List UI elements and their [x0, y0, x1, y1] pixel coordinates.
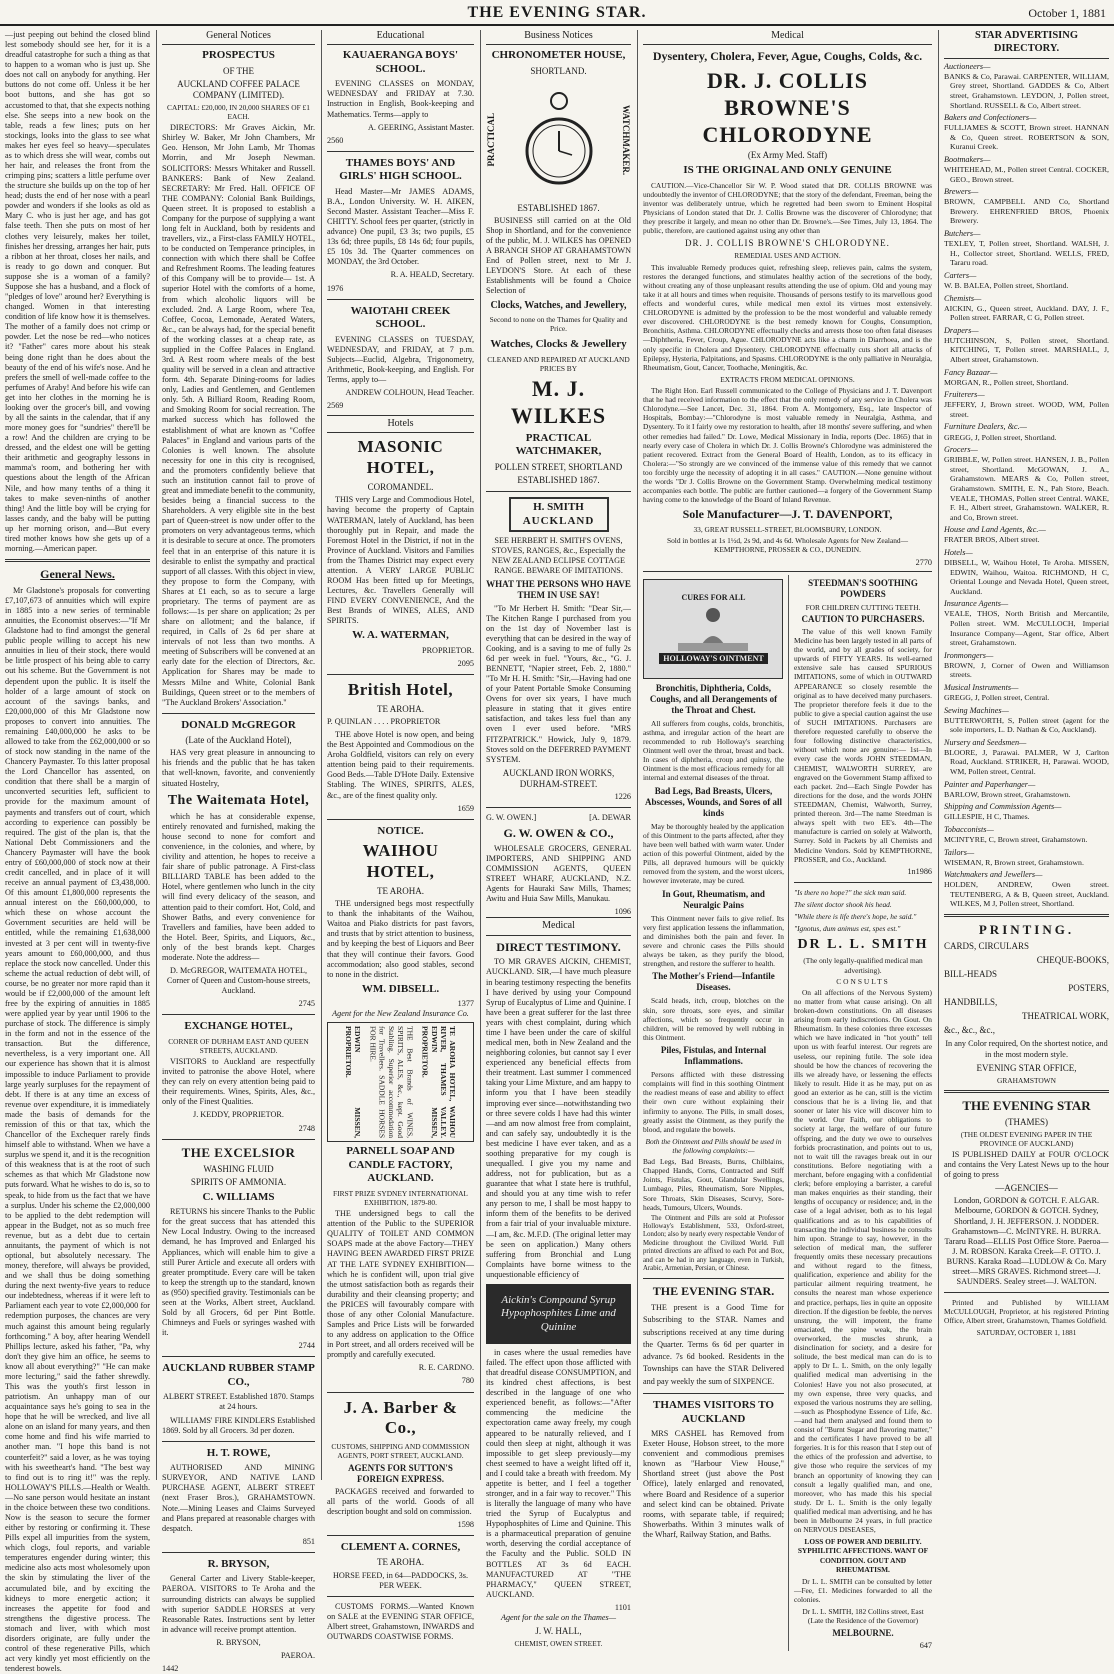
divider — [327, 151, 474, 152]
divider — [486, 491, 631, 492]
parnell-body: THE undersigned begs to call the attention of the Public to the SUPERIOR QUALITY of TOILET AND COMMON SOAPS made at the above Factory—THEY HAVING BEEN AWARDED FIRST PRIZE AT THE LATE SYDNEY EXHIBITION—which he is confident will, upon trial give the utmost satisfaction both as regards their durability and their cleansing property; and the PRICES will favourably compare with those of any other Colonial Manufacture. Samples and Price Lists will be forwarded to any address on application to the Office in Port street, and all orders received will be promptly and carefully executed. — [327, 1209, 474, 1360]
direct-testimony-body: TO MR GRAVES AICKIN, CHEMIST, AUCKLAND. SIR,—I have much pleasure in bearing testimony respecting the benefits I have derived by using your Compound Syrup of Eucalyptus of Lime and Quinine. I have been a great sufferer for the last three years with chest complaint, during which time I have been under the care of skilful medical men, both in New Zealand and the neighboring colonies, but cannot say I ever experienced any beneficial effects from their treatment. Last summer I commenced taking your Lime Mixture, and am happy to inform you that I have been steadily improving ever since—notwithstanding two or three severe colds I have had this winter—and am now almost free from complaint, and can safely say, undoubtedly it is the best medicine I have ever taken, and as a soothing preparative for my cough is unequalled. I give you my name and address, not for publication, but as a guarantee that what I state here is truthful, and should you at any time wish to refer any person to me, I shall be most happy to inform them of the benefits to be derived from a fair trial of your invaluable mixture.—I am, &c. M.F.D. (The original letter may be seen on application.) Many others suffering from Bronchial and Lung Complaints have borne witness to the unquestionable efficiency of — [486, 957, 631, 1279]
directory-category: Furniture Dealers, &c.— — [944, 422, 1027, 432]
wilkes-repair-sub: CLEANED AND REPAIRED AT AUCKLAND PRICES BY — [487, 354, 630, 373]
section-header: Medical — [643, 30, 932, 45]
divider — [5, 559, 150, 562]
ad-number: 2744 — [298, 1341, 315, 1351]
stamp-body: ALBERT STREET. Established 1870. Stamps at 24 hours. — [162, 1392, 315, 1412]
kauaeranga-body: EVENING CLASSES on MONDAY, WEDNESDAY and FRIDAY at 7.30. Instruction in English, Book-keeping and Mathematics. Terms—apply to — [327, 79, 474, 119]
wilkes-established: ESTABLISHED 1867. — [517, 475, 600, 485]
directory-category: Brewers— — [944, 187, 979, 197]
medical-subcolumns — [643, 575, 932, 1652]
directory-header: STAR ADVERTISING DIRECTORY. — [944, 30, 1109, 59]
iron-works: AUCKLAND IRON WORKS, DURHAM-STREET. — [502, 767, 615, 789]
divider — [327, 819, 474, 820]
british-body: THE above Hotel is now open, and being the Best Appointed and Commodious on the Aroha Goldfield, visitors can rely on every attention being paid to their requirements. Good Beds.—Table D'Hote Daily. Extensive Stabling. The WINES, SPIRITS, ALES, &c., are of the finest quality only. — [327, 730, 474, 800]
prospectus-title: PROSPECTUS — [202, 49, 275, 62]
h-smith-logo — [509, 497, 609, 532]
ad-number: 2569 — [327, 401, 344, 411]
story-text: —just peeping out behind the closed blind lest somebody should see her, for it is a dreadful catastrophe for such a thing as that to happen to a woman who is just up. She does not call on anybody for anything. Her buttons do not come off. Unless it be her boot buttons, and she has got so accustomed to that, that she expects nothing else. She seeps into a new book on the table, reads a few lines; puts on her stockings, looks into the glass to see what makes her eyes feel so heavy—speculates as to which dress she will wear, combs out her hair, and releases the front from the crimping pins; scatters a little perfume over the structure she builds up on the top of her head; dusts the end of her nose with a pearl powder and wonders if she looks as old as Mary C. who is just her age, and has got false teeth. Then she puts on most of her clothes very leisurely, makes her toilet, finishes her dressing, arranges her hair, puts a ribbon at her throat, closes her nails, and is ready to go down and conquer. But suppose she is a woman of a family? Suppose she has a husband, and a flock of "pledges of love" around her? Everything is changed. Women in that interesting condition of life know how it is themselves. The mother of a family does not crimp or powder. Let the nose be red—who notices it? "Father" cares more about his steak being done right than he does about the beauty of the end of his wife's nose. And he prefers the smell of well-made coffee to the perfumes of Araby! And before his wife can get into her clothes in the morning he is looking over the grocer's bill, and vowing by all the saints in the calendar, that if any more money goes for "sundries" there'll be a row! And the children are crying to be dressed, and the eldest one will be getting their arithmetic and geography lessons in mamma's room, and bothering her with questions about the length of the African Nile, and how many tenths of a thing it takes to make seven-ninths of another thing! And the little boy will be crying for lasses candy, and the baby will be putting up her morning orison, and—But every tired mother knows how she gets up of a morning.—American paper. — [5, 30, 150, 553]
section-header: Hotels — [327, 415, 474, 433]
directory-entries: BUTTERWORTH, S, Pollen street (agent for the sole importers, L. D. Nathan & Co, Auckland). — [944, 715, 1109, 735]
divider — [162, 1014, 315, 1015]
ad-number: 851 — [302, 1536, 315, 1546]
directory-category: Grocers— — [944, 445, 978, 455]
star-published: IS PUBLISHED DAILY at FOUR O'CLOCK and contains the Very Latest News up to the hour of going to press — [944, 1150, 1109, 1180]
divider — [162, 1441, 315, 1442]
directory-category: Tobacconists— — [944, 824, 994, 834]
hall-name: J. W. HALL, — [535, 1626, 582, 1637]
waihou-title: WAIHOU HOTEL, — [362, 841, 439, 882]
kauaeranga-title: KAUAERANGA BOYS' SCHOOL. — [342, 49, 459, 75]
directory-category: Ironmongers— — [944, 650, 994, 660]
prospectus-body: DIRECTORS: Mr Graves Aickin, Mr. Shirley W. Baker, Mr John Chambers, Mr Geo. Henson, Mr John Lamb, Mr Thomas Morrin, and Mr Joseph Newman. SOLICITORS: Messrs Whitaker and Russell. BANKERS: Bank of New Zealand. SECRETARY: Mr Fred. Hall. OFFICE OF THE COMPANY: Colonial Bank Buildings, Queen street. It is proposed to establish a Company for the purpose of supplying a want long felt in Auckland, both by residents and travellers, viz., a First-class FAMILY HOTEL, to be conducted on Temperance principles, in connection with which there shall be Coffee and Refreshment Rooms. The leading features of this Company will be to provide— 1st. A superior Hotel with the comforts of a home, from which alcoholic liquors will be excluded. 2nd. A Large Room, where Tea, Coffee, Cocoa, Lemonade, Aerated Waters, &c., can be always had, for the special benefit of the working classes at a cheap rate, as supplied in the Coffee Palaces in England. 3rd. A Rest room where meals of the best quality will be served in a clean and attractive form. 4th. Separate Dining-rooms for ladies only, Ladies and Gentlemen, and Gentlemen only. 5th. A Billiard Room, Reading Room, and Smoking Room for social recreation. The marked success which has followed the establishment of what are known as "Coffee Palaces" in England and various parts of the Colonies is well known. The absolute necessity for one in this city is recognised, and the promoters confidently believe that such an institution cannot fail to prove of great and immediate benefit to the community, besides being a financial success to the Shareholders. A very eligible site in the best part of Queen-street is now under offer to the promoters on very advantageous terms, which it is desirable to secure at once. The promoters feel that in an enterprise of this nature it is desirable to enlist the sympathy and practical support of all classes. With this object in view, they propose to form the Company, with Shares at £1 each, so as to secure a large proprietary. The terms of payment are as follows:—1s per share on application; 2s per share on allotment; and the balance, if required, in Calls of 2s 6d per share at intervals of not less than two months. A meeting of Subscribers will be convened at an early date for the election of Directors, &c. Application for Shares may be made to Messrs Milne and White, Colonial Bank Buildings, Queen street or to the members of "The Auckland Brokers' Association." — [162, 123, 315, 707]
divider — [794, 882, 932, 883]
direct-testimony-title: DIRECT TESTIMONY. — [496, 939, 621, 954]
holloway-text: Persons afflicted with these distressing complaints will find in this soothing Ointment the readiest means of ease and ability to effect their own cure without explaining their infirmity to anyone. The Pills, in small doses, greatly assist the Ointment, as they purify the blood, and regulate the bowels. — [643, 1070, 784, 1134]
h-smith-logo-city: AUCKLAND — [522, 514, 595, 527]
directory-list — [944, 62, 1109, 909]
directory-entries: MORGAN, R., Pollen street, Shortland. — [944, 377, 1069, 387]
printing-item: &c., &c., &c., — [944, 1025, 995, 1036]
column-general-notices — [157, 30, 320, 1673]
waitemata-signature: D. McGREGOR, WAITEMATA HOTEL, Corner of Queen and Custom-house streets, Auckland. — [166, 966, 311, 996]
chlorodyne-original: IS THE ORIGINAL AND ONLY GENUINE — [683, 164, 892, 177]
owen-partner-right: [A. DEWAR — [589, 812, 631, 822]
directory-category: Watchmakers and Jewellers— — [944, 870, 1043, 880]
williams-name: C. WILLIAMS — [202, 1190, 275, 1203]
divider — [327, 674, 474, 675]
holloway-heading: The Mother's Friend—Infantile Diseases. — [652, 971, 775, 993]
waihou-body: THE undersigned begs most respectfully to thank the inhabitants of the Waihou, Waitoa and Piako districts for past favors, and trusts that by strict attention to business, and by keeping the best of Liquors and Beer that they will continue their favors. Good accommodation; also good stables, second to none in the district. — [327, 899, 474, 979]
barber-sub: CUSTOMS, SHIPPING AND COMMISSION AGENTS, PORT STREET, AUCKLAND. — [331, 1442, 470, 1461]
chlorodyne-extracts-body: The Right Hon. Earl Russell communicated to the College of Physicians and J. T. Davenport that he had received information to the effect that the only remedy of any service in Cholera was Chlorodyne.—See Lancet, Dec. 31, 1864. From A. Montgomery, Esq., late Inspector of Hospitals, Bombay:—"Chlorodyne is most valuable remedy in Neuralgia, Asthma, and Dysentery. To it I fairly owe my restoration to health, after 18 months' severe suffering, and when other remedies had failed." Dr. Lowe, Medical Missionary in India, reports (Dec. 1865) that in nearly every case of Cholera in which Dr. J. Collis Browne's Chlorodyne was administered the patient recovered. Extract from the General Board of Health, London, as to its efficacy in Cholera:—"So strongly are we convinced of the immense value of this remedy that we cannot too forcibly urge the necessity of adopting it in all cases." CAUTION.—None genuine without the words "Dr J. Collis Browne on the Government Stamp. Overwhelming medical testimony accompanies each bottle. The public are further cautioned—a forgery of the Government Stamp having come to the knowledge of the Board of Inland Revenue. — [643, 386, 932, 505]
rowe-name: H. T. ROWE, — [206, 1446, 271, 1459]
masonic-body: THIS very Large and Commodious Hotel, having become the property of Captain WATERMAN, lately of Auckland, has been thoroughly put in Repair, and made the Foremost Hotel in the District, if not in the Province of Auckland. Visitors and Families from the Thames District may expect every attention. A VERY LARGE PUBLIC ROOM Has been fitted up for Meetings, Lectures, &c. Travellers Generally will FIND EVERY CONVENIENCE, And the Best Brands of WINES, ALES, AND SPIRITS. — [327, 495, 474, 626]
ad-number: 1976 — [327, 283, 344, 293]
holloway-heading: In Gout, Rheumatism, and Neuralgic Pains — [662, 888, 765, 910]
star-sub: (THAMES) — [1005, 1116, 1048, 1127]
section-header: Business Notices — [486, 30, 631, 45]
directory-entries: AICKIN, G., Queen street, Auckland. DAY, J. F., Pollen street. FARRAR, C G, Pollen street. — [944, 303, 1109, 323]
directory-entries: VEALE, THOS, North British and Mercantile, Pollen street. WM. McCULLOCH, Imperial Insurance Company—Agent, Star office, Albert street, Grahamstown. — [944, 609, 1109, 648]
holloway-subcolumn — [643, 575, 789, 1652]
barber-body: PACKAGES received and forwarded to all parts of the world. Goods of all description bought and sold on commission. — [327, 1486, 474, 1516]
barber-agents: AGENTS FOR SUTTON'S FOREIGN EXPRESS. — [348, 1462, 453, 1484]
chronometer-emblem — [486, 80, 631, 200]
cornes-title: CLEMENT A. CORNES, — [340, 1540, 461, 1553]
directory-entries: HOLDEN, ANDREW, Owen street. TEUTENBERG, A & B, Queen street, Auckland. WILKES, M J, Pollen street, Shortland. — [944, 880, 1109, 909]
excelsior-sub: WASHING FLUID — [203, 1163, 274, 1174]
holloway-text: This Ointment never fails to give relief. Its very first application lessens the inflammation, and diminishes both the pain and fever. In severe and chronic cases the Pills should always be taken, as they purify the blood, strengthen, and restore the sufferer to health. — [643, 913, 784, 969]
divider — [162, 713, 315, 714]
ad-number: 2745 — [298, 999, 315, 1009]
kindlers-ad: WILLIAMS' FIRE KINDLERS Established 1869. Sold by all Grocers. 3d per dozen. — [162, 1415, 315, 1435]
bryson-name: R. BRYSON, — [207, 1557, 270, 1570]
ad-number: 1598 — [457, 1519, 474, 1529]
directory-entries: GRIBBLE, W, Pollen street. HANSEN, J. B., Pollen street, Shortland. McGOWAN, J. A., Grahamstown. MEARS & Co, Pollen street, Grahamstown. SMITH, E. N., Pah Store, Beach. VEALE, THOMAS, Pollen street Central. WAKE, F. H., Albert street, Grahamstown. WALKER, R. and Co, Brown street. — [944, 455, 1109, 522]
cornes-body: HORSE FEED, in 64—PADDOCKS, 3s. PER WEEK. — [332, 1570, 469, 1590]
aickin-label-text: Aickin's Compound Syrup Hypophosphites Lime and Quinine — [501, 1293, 616, 1333]
divider — [643, 571, 932, 572]
ad-number: 2095 — [457, 658, 474, 668]
seated-figure-icon — [673, 603, 753, 653]
directory-category: Bakers and Confectioners— — [944, 113, 1037, 123]
waitemata-title: The Waitemata Hotel, — [167, 792, 310, 808]
chlorodyne-remedial: REMEDIAL USES AND ACTION. — [734, 251, 841, 261]
wilkes-address: POLLEN STREET, SHORTLAND — [494, 461, 623, 472]
bryson-signature: R. BRYSON, — [216, 1637, 261, 1647]
column-business-notices — [481, 30, 636, 1649]
thames-school-title: THAMES BOYS' AND GIRLS' HIGH SCHOOL. — [339, 156, 462, 183]
holloway-text: Scald heads, itch, croup, blotches on the skin, sore throats, sore eyes, and similar affections, which so frequently occur in children, will be removed by well rubbing in this Ointment. — [643, 996, 784, 1042]
divider — [327, 1596, 474, 1597]
general-news-text: Mr Gladstone's proposals for converting £7,107,673 of annuities which will expire in 1885 into a new series of terminable annuities, the Economist observes:—"If Mr Gladstone had to find amongst the general public people willing to accept his new annuities in lieu of their stock, there would be little prospect of his being able to carry out his scheme. But the Government is not dependent upon the public. It is itself the holder of a large amount of stock on account of the savings banks, and £20,000,000 of this Mr Gladstone now proposes to convert into annuities. The remaining £40,000,000 he asks to be allowed to take from the £62,000,000 or so of stock now standing in the name of the Chancery Paymaster. To this latter proposal the Lord Chancellor has assented, on condition that there shall be a margin of unconverted securities left, sufficient to provide for the maximum amount of payments and transfers out of court, which according to experience can possibly be required. The gist of the plan is, that the National Debt Commissioners and the Chancery Paymaster will have the book entry of £60,000,000 of stock now at their credit cancelled, and in place of it will receive an annual payment of £3,438,000. Of this amount £1,800,000 represents the annual interest on the £60,000,000, to which these on whose account the Government securities are held will be entitled, while the remaining £1,638,000 invested at 3 per cent will in twenty-five years amount to £60,000,000, and thus replace the stock now cancelled. Under this scheme the actual reduction of debt will, of course, be no greater nor more rapid than it would be if £2,000,000 of the amount left free by the expiring of annuities in 1885 were applied year by year until 1906 to the purchase of stock. The difference is simply in the form and not in the essence of the transaction. But the difference, nevertheless, is a very important one. All our experience has shown that it is almost impossible to induce Parliament to provide large yearly surpluses for the repayment of debt. If there is at any time an excess of revenue over expenditure, it is immediately made the basis of demands for the remission of this or that tax, which the Chancellor of the Exchequer rarely finds himself able to withstand. When we have a surplus we spend it, and it is the recognition of this weakness that is at the root of such schemes as that which Mr Gladstone now puts forward. What he wishes to do is, so to speak, to hide from us the fact that we have a surplus. Under his scheme the £2,000,000 to be applied to the debt redemption will appear in the Budget, not as so much free revenue, but as a debt due to certain annuitants, the payment of which is not optional, but absolutely necessary. The money, therefore, will always be provided, and we shall thus be doing something during the next twenty-five years to reduce our indebtedness, whereas if it were left to Parliament each year to vote £2,000,000 for redemption purposes, the chances are very much against this amount being regularly forthcoming." A boy, after hearing Wendell Phillips lecture, asked his father, "Pa, why don't they give him an office, he seems to know all about everything?" "He can make more lecturing," said the father shrewdly. This was the youth's first lesson in patriotism. An unhappy man of our acquaintance says he's going to sea in the hope that he will be wrecked, and live all alone on an island for many years, and then come home and find his wife married to another man. "I hope this band is not counterfeit?" said a lover, as he was toying with his sweetheart's hand. "The best way to find out is to ring it!" was the reply. HOLLOWAY'S PILLS.—Health or Wealth.—No sane person would hesitate an instant in the choice between these two conditions. Now is the season to secure the former either by restoring or confirming it. These Pills expel all impurities from the system, which clogs, foul reports, and variable temperatures engender during winter; this medicine also acts most wholesomely upon the skin by stimulating the liver of the accumulated bile, and by exciting the kidneys to more energetic action; it increases the appetite for food and strengthens the digestive process. The stomach and liver, with which most disorders originate, are fully under the control of these regenerative Pills, which act very kindly yet most efficiently on the tenderest bowels. — [5, 585, 150, 1674]
chlorodyne-sub: (Ex Army Med. Staff) — [747, 150, 828, 161]
waihou-signature: WM. DIBSELL. — [361, 982, 440, 995]
newspaper-title: THE EVENING STAR. — [467, 4, 647, 21]
printing-list — [944, 941, 1109, 1036]
printing-item: HANDBILLS, — [944, 997, 998, 1008]
directory-category: Auctioneers— — [944, 61, 991, 71]
divider — [643, 1393, 784, 1394]
lsmith-address: Dr L. L. SMITH, 182 Collins street, East (Late the Residence of the Governor) — [802, 1607, 924, 1626]
waiotahi-body: EVENING CLASSES on TUESDAY, WEDNESDAY, and FRIDAY, at 7 p.m. Subjects—Euclid, Algebra, Trigonometry, Arithmetic, Book-keeping, and English. For Terms, apply to— — [327, 334, 474, 384]
chronometer-body: BUSINESS still carried on at the Old Shop in Shortland, and for the convenience of the public, M. J. WILKES has OPENED A BRANCH SHOP AT GRAHAMSTOWN End of Pollen street, next to Mr J. LEYDON'S Store. At each of these Establishments will be found a Choice Selection of — [486, 215, 631, 296]
visitors-body: MRS CASHEL has Removed from Exeter House, Hobson street, to the more convenient and commodious premises known as "Harbour View House," Shortland street (just above the Post Office), lately enlarged and renovated, where Board and Residence of a superior and select kind can be obtained. Private rooms, with separate table, if required; Showerbaths. Within 3 minutes walk of the Wharf, Railway Station, and Baths. — [643, 1429, 784, 1539]
ad-number: 1n1986 — [907, 866, 932, 876]
directory-entries: HUTCHINSON, S, Pollen street, Shortland. KITCHING, T, Pollen street. MARSHALL, J, Albert street, Grahamstown. — [944, 335, 1109, 364]
holloway-cure-text: CURES FOR ALL — [681, 592, 746, 602]
dysentery-title: Dysentery, Cholera, Fever, Ague, Coughs, Colds, &c. — [652, 49, 923, 64]
ad-number: 1096 — [614, 907, 631, 917]
smith-verse-line: "While there is life there's hope, he said." — [793, 912, 917, 922]
exchange-signature: J. KEDDY, PROPRIETOR. — [193, 1110, 284, 1120]
chronometer-sub: SHORTLAND. — [530, 65, 587, 76]
rotated-ad-te-aroha-hotel — [327, 1022, 474, 1142]
directory-entries: JEFFERY, J, Brown street. WOOD, WM, Pollen street. — [944, 400, 1109, 419]
owen-title: G. W. OWEN & CO., — [503, 826, 614, 841]
exchange-body: VISITORS to Auckland are respectfully invited to patronise the above Hotel, where they can rely on every attention being paid to their requirements. Wines, Spirits, Ales, &c., only of the Finest Qualities. — [162, 1057, 315, 1107]
printing-item: POSTERS, — [1068, 983, 1109, 994]
directory-entries: FRATER BROS, Albert street. — [944, 535, 1040, 545]
stamp-title: AUCKLAND RUBBER STAMP CO., — [162, 1362, 315, 1388]
divider — [162, 1139, 315, 1140]
lsmith-title: DR L. L. SMITH — [797, 937, 929, 953]
ad-number: 2770 — [915, 557, 932, 567]
directory-category: Chemists— — [944, 293, 982, 303]
exchange-sub: CORNER OF DURHAM EAST AND QUEEN STREETS, AUCKLAND. — [168, 1036, 309, 1055]
section-header: Educational — [327, 30, 474, 45]
lsmith-city: MELBOURNE. — [832, 1628, 894, 1639]
smith-body: SEE HERBERT H. SMITH'S OVENS, STOVES, RANGES, &c., Especially the NEW ZEALAND ECLIPSE COTTAGE RANGE. BEWARE OF IMITATIONS. — [491, 536, 626, 576]
steedman-body: The value of this well known Family Medicine has been largely tested in all parts of the world, and by all grades of society, for upwards of FIFTY YEARS. Its well-earned extensive sale has caused SPURIOUS IMITATIONS, some of which in OUTWARD APPEARANCE so closely resemble the original as to have deceived many purchasers. The proprietor therefore feels it due to the public to give a special caution against the use of SUCH IMITATIONS. Purchasers are therefore requested carefully to observe the four following distinctive characteristics, without which none are genuine:— 1st—In every case the words JOHN STEEDMAN, CHEMIST, WALWORTH SURREY, are engraved on the Government Stamp affixed to each packet. 2nd—Each Single Powder has directions for the dose, and the words JOHN STEEDMAN, Chemist, Walworth, Surrey, printed thereon. 3rd—The name Steedman is always spelt with two EE's. 4th—The manufacture is carried on solely at Walworth, Surrey. Sold in Packets by all Chemists and Medicine Vendors. Sold by KEMPTHORNE, PROSSER, and Co., Auckland. — [793, 626, 932, 864]
directory-entries: MCINTYRE, C, Brown street, Grahamstown. — [944, 835, 1088, 845]
directory-entries: TEXLEY, T, Pollen street, Shortland. WALSH, J. H., Collector street, Shortland. WELLS, FRED, Tararu road. — [944, 239, 1109, 268]
steedman-sub: FOR CHILDREN CUTTING TEETH. — [805, 602, 921, 612]
directory-entries: BROWN, J, Corner of Owen and Williamson streets. — [944, 660, 1109, 680]
divider — [944, 914, 1109, 917]
evening-star-ad-title: THE EVENING STAR. — [652, 1284, 775, 1299]
column-story-news — [0, 30, 155, 1674]
watch-icon — [524, 81, 594, 199]
holloway-list-title: Both the Ointment and Pills should be used in the following complaints:— — [645, 1136, 782, 1155]
directory-entries: BANKS & Co, Parawai. CARPENTER, WILLIAM, Grey street, Shortland. GADDES & Co, Albert street, Grahamstown. LEYDON, J, Pollen street, Shortland. RUSSELL & Co, Albert street. — [944, 71, 1109, 110]
wilkes-trade: PRACTICAL WATCHMAKER, — [515, 431, 602, 458]
owen-partners — [486, 813, 631, 823]
imprint: Printed and Published by WILLIAM McCULLOUGH, Proprietor, at his registered Printing Office, Albert street, Grahamstown, Thames Goldfield. — [944, 1298, 1109, 1326]
general-news-heading: General News. — [40, 567, 115, 582]
excelsior-title: THE EXCELSIOR — [181, 1144, 296, 1160]
column-directory — [939, 30, 1114, 1480]
directory-category: Fancy Bazaar— — [944, 367, 998, 377]
holloway-list: Bad Legs, Bad Breasts, Burns, Chilblains, Chapped Hands, Corns, Contracted and Stiff Joints, Fistulas, Gout, Glandular Swellings, Lumbago, Piles, Rheumatism, Sore Nipples, Sore Throats, Skin Diseases, Scurvy, Sore-heads, Tumours, Ulcers, Wounds. — [643, 1157, 784, 1212]
column-medical — [638, 30, 937, 1651]
directory-category: Carters— — [944, 270, 977, 280]
aickin-label — [486, 1284, 631, 1344]
directory-entries: BARLOW, Brown street, Grahamstown. — [944, 789, 1071, 799]
excelsior-sub2: SPIRITS OF AMMONIA. — [190, 1176, 287, 1187]
divider — [162, 1552, 315, 1553]
divider — [162, 1356, 315, 1357]
chlorodyne-extracts-title: EXTRACTS FROM MEDICAL OPINIONS. — [720, 374, 855, 384]
agencies-list: London, GORDON & GOTCH. F. ALGAR. Melbourne, GORDON & GOTCH. Sydney, Shortland, J. H. JEFFERSON. J. NODDER. Grahamstown—C. McINTYRE. H. BURRA. Tararu Road—ELLIS Post Office Store. Paeroa—J. M. ROBSON. Karaka Creek—F. OTTO. J. BURNS. Karaka Road—LUDLOW & Co. Mary street—MRS GRAVES. Richmond street—J. SAUNDERS. Sealey street—J. WALTON. — [944, 1196, 1109, 1286]
directory-category: House and Land Agents, &c.— — [944, 525, 1046, 535]
waiotahi-signature: ANDREW COLHOUN, Head Teacher. — [345, 388, 474, 398]
divider — [486, 807, 631, 808]
printing-town: GRAHAMSTOWN — [997, 1075, 1056, 1085]
steedman-caution: CAUTION TO PURCHASERS. — [801, 613, 925, 624]
parnell-sub: FIRST PRIZE SYDNEY INTERNATIONAL EXHIBITION, 1879-80. — [333, 1188, 468, 1208]
directory-entries: WISEMAN, R, Brown street, Grahamstown. — [944, 857, 1084, 867]
hall-address: CHEMIST, OWEN STREET. — [514, 1639, 603, 1649]
divider — [327, 299, 474, 300]
smith-testimonials: "To Mr Herbert H. Smith: "Dear Sir,—The Kitchen Range I purchased from you on the 1st day of November last is everything that can be desired in the way of Cooking, and is a saving to me of fully 2s 6d per week in fuel. "Yours, &c., "G. J. BENNETT, "Napier street, Feb. 2, 1880." "To Mr H. H. Smith: "Sir,—Having had one of your Patent Portable Smoke Consuming Ovens for over six years, I have much pleasure in stating that it gives entire satisfaction, and takes less fuel than any oven I ever used before. "MRS FITZPATRICK." Howick, July 9, 1879. Stoves sold on the DEFERRED PAYMENT SYSTEM. — [486, 603, 631, 764]
chronometer-goods: Clocks, Watches, and Jewellery, — [490, 299, 627, 311]
divider — [643, 1278, 784, 1279]
chlorodyne-name-repeat: DR. J. COLLIS BROWNE'S CHLORODYNE. — [685, 238, 890, 249]
chronometer-title: CHRONOMETER HOUSE, — [491, 49, 626, 62]
williams-body: RETURNS his sincere Thanks to the Public for the great success that has attended this New Local Industry. Owing to the increased demand, he has Improved and Enlarged his Appliances, which will enable him to give a still Purer Article and execute all orders with greater promptitude. Every care will be taken to keep the strength up to the standard, known as (950) specified gravity. Testimonials can be seen at the Works, Albert street, Auckland. Sold by all Grocers, 6d per Pint Bottle. Chimneys and Fuels or syringes washed with it. — [162, 1207, 315, 1338]
chlorodyne-caution: CAUTION.—Vice-Chancellor Sir W. P. Wood stated that DR. COLLIS BROWNE was undoubtedly the inventor of CHLORODYNE; that the story of the defendant, Freeman, being the inventor was deliberately untrue, which he regretted had been sworn to Eminent Hospital Physicians of London stated that Dr. J. Collis Browne was the discoverer of Chlorodyne; that they prescribe it largely, and mean no other than Dr. Browne's.—See Times, July 13, 1864. The public, therefore, are cautioned against using any other than — [643, 180, 932, 236]
ad-number: 780 — [461, 1376, 474, 1386]
evening-star-ad-body: THE present is a Good Time for Subscribing to the STAR. Names and subscriptions received at any time during the Quarter. Terms 6s 6d per quarter in advance. 7s 6d booked. Residents in the Townships can have the STAR Delivered and pay weekly the sum of SIXPENCE. — [643, 1302, 784, 1386]
steedman-title: STEEDMAN'S SOOTHING POWDERS — [808, 577, 918, 599]
directory-category: Musical Instruments— — [944, 682, 1019, 692]
directory-entries: W. B. BALEA, Pollen street, Shortland. — [944, 280, 1069, 290]
holloway-label: HOLLOWAY'S OINTMENT — [659, 653, 767, 665]
parnell-signature: R. E. CARDNO. — [418, 1363, 474, 1373]
chlorodyne-address: 33, GREAT RUSSELL-STREET, BLOOMSBURY, LONDON. — [693, 525, 882, 535]
directory-category: Bootmakers— — [944, 155, 991, 165]
thames-school-body: Head Master—Mr JAMES ADAMS, B.A., London University. W. H. AIKEN, Second Master. Assistant Teacher—Miss F. CHITTY. School fees per quarter, (strictly in advance) One pupil, £3 3s; two pupils, £5 13s 6d; three pupils, £8 14s 6d; four pupils, £5 10s 3d. The Quarter commences on MONDAY, the 3rd October. — [327, 186, 474, 267]
printing-item: THEATRICAL WORK, — [1022, 1011, 1109, 1022]
directory-category: Hotels— — [944, 547, 973, 557]
chronometer-right-label: WATCHMAKER. — [621, 104, 631, 175]
chlorodyne-sold: Sold in bottles at 1s 1½d, 2s 9d, and 4s 6d. Wholesale Agents for New Zealand—KEMPTHORNE, PROSSER & CO., DUNEDIN. — [666, 536, 909, 555]
directory-entries: BLOORE, J, Parawai. PALMER, W J, Carlton Road, Auckland. STRIKER, H, Parawai. WOOD, WM, Pollen street, Central. — [944, 747, 1109, 777]
star-title: THE EVENING STAR — [962, 1097, 1091, 1113]
smith-verse-line: The silent doctor shook his head. — [793, 899, 892, 909]
printing-office: EVENING STAR OFFICE, — [976, 1062, 1077, 1073]
divider — [944, 1292, 1109, 1293]
wilkes-repair: Watches, Clocks & Jewellery — [490, 338, 627, 351]
owen-partner-left: G. W. OWEN.] — [486, 812, 537, 822]
holloway-heading: Piles, Fistulas, and Internal Inflammations. — [660, 1044, 767, 1067]
cornes-sub: TE AROHA. — [377, 1557, 424, 1568]
wilkes-name: M. J. WILKES — [510, 375, 607, 428]
chronometer-goods-note: Second to none on the Thames for Quality and Price. — [489, 314, 628, 333]
printing-body: In any Color required, On the shortest notice, and in the most modern style. — [945, 1039, 1108, 1059]
mcgregor-sub: (Late of the Auckland Hotel), — [185, 735, 292, 746]
smith-verse-line: "Is there no hope?" the sick man said. — [793, 887, 907, 897]
directory-category: Sewing Machines— — [944, 705, 1009, 715]
ad-number: 1442 — [162, 1663, 179, 1673]
steedman-subcolumn — [789, 575, 932, 1652]
holloway-text: May be thoroughly healed by the application of this Ointment to the parts affected, after they have been well bathed with warm water. Under action of this powerful Ointment, aided by the Pills, all depraved humours will be quickly removed from the system, and the worst ulcers, however inveterate, may be cured. — [643, 821, 784, 886]
star-sub2: (THE OLDEST EVENING PAPER IN THE PROVINCE OF AUCKLAND) — [960, 1129, 1093, 1148]
masonic-proprietor: PROPRIETOR. — [422, 645, 474, 655]
divider — [944, 1090, 1109, 1093]
section-header: Medical — [486, 917, 631, 935]
thames-school-signature: R. A. HEALD, Secretary. — [390, 270, 474, 280]
divider — [327, 1392, 474, 1393]
directory-entries: BROWN, CAMPBELL AND Co, Shortland Brewery. EHRENFRIED BROS, Phoenix Brewery. — [944, 197, 1109, 226]
directory-category: Painter and Paperhanger— — [944, 779, 1036, 789]
masonic-signature: W. A. WATERMAN, — [352, 629, 449, 642]
ad-number: 647 — [919, 1641, 932, 1651]
owen-body: WHOLESALE GROCERS, GENERAL IMPORTERS, AND SHIPPING AND COMMISSION AGENTS, QUEEN STREET WHARF, AUCKLAND, N.Z. Agents for Hauraki Saw Mills, Thames; Awitu and Huia Saw Mills, Manukau. — [486, 843, 631, 904]
printing-item: CHEQUE-BOOKS, — [1036, 955, 1109, 966]
prospectus-company: AUCKLAND COFFEE PALACE COMPANY (LIMITED). — [177, 78, 300, 100]
ad-number: 1101 — [614, 1602, 631, 1612]
rotated-ad-line: EDWIN MISSEN, PROPRIETOR. — [344, 1026, 363, 1139]
section-header: General Notices — [162, 30, 315, 45]
directory-category: Shipping and Commission Agents— — [944, 802, 1062, 812]
directory-category: Nursery and Seedsmen— — [944, 737, 1027, 747]
directory-category: Butchers— — [944, 229, 981, 239]
exchange-title: EXCHANGE HOTEL, — [184, 1020, 293, 1033]
directory-category: Fruiterers— — [944, 390, 985, 400]
bryson-body: General Carter and Livery Stable-keeper, PAEROA. VISITORS to Te Aroha and the surrounding districts can always be supplied with superior SADDLE HORSES at very Reasonable Rates. Instructions sent by letter in advance will receive prompt attention. — [162, 1574, 315, 1634]
masthead — [0, 0, 1114, 26]
printing-title: PRINTING. — [978, 922, 1075, 938]
column-educational-hotels — [322, 30, 479, 1641]
printing-item: BILL-HEADS — [944, 969, 997, 980]
directory-entries: WHITEHEAD, M., Pollen street Central. COCKER, GEO., Brown street. — [944, 165, 1109, 184]
directory-category: Tailors— — [944, 847, 975, 857]
holloway-text: All sufferers from coughs, colds, bronchitis, asthma, and irregular action of the heart are recommended to rub Holloway's searching Ointment well over the throat, breast and back. In cases of diphtheria, croup and quinsy, the Ointment is the most efficacious remedy for all internal and external diseases of the throat. — [643, 718, 784, 783]
ad-number: 1377 — [457, 999, 474, 1009]
directory-entries: GREGG, J, Pollen street, Shortland. — [944, 432, 1057, 442]
directory-category: Drapers— — [944, 325, 979, 335]
rotated-ad-line: THE Best Brands of WINES, SPIRITS, ALES, &c., kept. Good Stabling. Superior accommodation for Travellers. SADDLE HORSES FOR HIRE. — [368, 1026, 415, 1139]
chlorodyne-title: DR. J. COLLIS BROWNE'S CHLORODYNE — [702, 68, 873, 148]
lsmith-footer: Dr L. L. SMITH can be consulted by letter—Fee, £1. Medicines forwarded to all the colonies. — [793, 1576, 932, 1605]
british-proprietor: P. QUINLAN . . . . PROPRIETOR — [327, 717, 441, 727]
lsmith-body: On all affections of the Nervous System) no matter from what cause arising). On all broken-down constitutions. On all diseases arising from early indiscretions. On Gout. On Rheumatism. In these colonies three excesses which we have indicated in "hot youth" tell upon us with fearful interest. Our regrets are useless, our repining futile. The sole idea should be how the chances of recovering the ills we already have, or lessening the effects likely to result. Hide it as he may, put on as good an exterior as he can, still is the victim conscious that he is a living lie, and that sooner or later his vice will discover him to the world. Our Faith, our obligations to society at large, the welfare of our future offspring, and the duty we owe to ourselves forbids procrastination, and points out to us, not to wait till the ravages break out in our constitutions. Before negotiating with a merchant, before engaging with a confidential clerk; before employing a barrister, a careful man makes enquiries as their standing, their lengths of occupancy or residence; and, in the case of a legal adviser, both as to his legal qualifications and as to his capabilities of transacting the individual business he consults him upon. Strange to say, however, in the selection of medical man, the sufferer frequently omits these necessary precautions and without regard to the fitness, qualification, experience and ability for the particular ailment requiring treatment, he consults the nearest man whose experience and practice, perhaps, lies in quite an opposite direction. If the digestion be feeble, the nerves unstrung, the will impotent, the frame emaciated, the spine weak, the brain overworked, the muscles shrunk, a disinclination for society, and a desire for solitude, the best medical man can do is to apply to Dr L. L. Smith, on the only legally qualified medical man advertising in the Colonies! Have you not also prosecuted, at my own expense, three very quacks, and exposed the various nostrums they are selling,—such as Phosphodyne Essence of Life, &c.—and had them analysed and found them to consist of "Burnt Sugar and flavoring matter," and the certificates I have proved to be all forgeries. It is for this reason that I step out of the ethics of the profession and advertise, to give those who require the services of my branch an opportunity of knowing they can consult a legally qualified man, and one, moreover, who has made this his special study. Dr L. L. Smith is the only legally qualified medical man advertising, and he has been in Melbourne 24 years, in full practice on NERVOUS DISEASES, — [793, 987, 932, 1535]
printing-item: CARDS, CIRCULARS — [944, 941, 1030, 952]
ad-number: 2748 — [298, 1123, 315, 1133]
h-smith-logo-name: H. SMITH — [533, 501, 584, 514]
waitemata-body: which he has at considerable expense, entirely renovated and furnished, making the house second to none for comfort and convenience, in the colonies, and where, by civility and attention, he hopes to receive a fair share of public patronage. A First-class BILLIARD TABLE has been added to the Hotel, where gentlemen who lunch in the city will find every delicacy of the season, and attention paid to their comfort. Hot, Cold, and Shower Baths, and every convenience for Travellers and families, have been added to the Hotel. Beer, Spirits, and Liquors, &c., only of the best brands kept. Charges moderate. Note the address— — [162, 811, 315, 962]
directory-entries: GILLESPIE, H C, Thames. — [944, 812, 1030, 822]
chronometer-established: ESTABLISHED 1867. — [517, 202, 600, 213]
notice-title: NOTICE. — [377, 824, 424, 837]
directory-entries: DIBSELL, W, Waihou Hotel, Te Aroha. MISSEN, EDWIN, Waihou, Waitoa. RICHMOND, H C, Oriental Lounge and Nevada Hotel, Queen street, Auckland. — [944, 557, 1109, 596]
barber-title: J. A. Barber & Co., — [343, 1397, 458, 1438]
parnell-title: PARNELL SOAP AND CANDLE FACTORY, AUCKLAND. — [346, 1145, 455, 1185]
mcgregor-body: HAS very great pleasure in announcing to his friends and the public that he has taken that well-known, favorite, and conveniently situated Hostelry, — [162, 748, 315, 788]
british-sub: TE AROHA. — [377, 703, 424, 714]
bryson-place: PAEROA. — [280, 1650, 315, 1660]
lsmith-list: LOSS OF POWER AND DEBILITY. SYPHILITIC AFFECTIONS. WANT OF CONDITION. GOUT AND RHEUMATISM. — [797, 1537, 929, 1574]
holloway-heading: Bad Legs, Bad Breasts, Ulcers, Abscesses, Wounds, and Sores of all kinds — [645, 785, 782, 818]
divider — [327, 1535, 474, 1536]
holloway-footer: The Ointment and Pills are sold at Professor Holloway's Establishment, 533, Oxford-street, London; also by nearly every respectable Vendor of Medicine throughout the Civilized World. Full printed directions are affixed to each Pot and Box, and can be had in any language, even in Turkish, Arabic, Armenian, Persian, or Chinese. — [643, 1214, 784, 1272]
lsmith-consults: CONSULTS — [836, 976, 890, 986]
kauaeranga-signature: A. GEERING, Assistant Master. — [368, 122, 474, 132]
hall-line: Agent for the sale on the Thames— — [500, 1612, 617, 1622]
mcgregor-title: DONALD McGREGOR — [181, 718, 296, 731]
ad-number: 1659 — [457, 803, 474, 813]
aickin-body: in cases where the usual remedies have failed. The effect upon those afflicted with that dreadful disease CONSUMPTION, and its kindred chest affections, is best described in the language of one who experienced benefit, as follows:—"After commencing the medicine the expectoration came away freely, my cough appeared to be naturally relieved, and I could then sleep at night, although it was impossible to get sleep previously—my chest seemed to have a weight lifted off it, and I could take a breath with freedom. My appetite is better, and I feel a together stronger, and in a fair way to recover." This is literally the language of many who have tried the Syrup of Eucalyptus and Hypophosphites of Lime and Quinine. This is a pharmaceutical preparation of genuine worth, deserving the cordial acceptance of the Faculty and the Public. SOLD IN BOTTLES AT 3s 6d EACH. MANUFACTURED AT "THE PHARMACY," QUEEN STREET, AUCKLAND. — [486, 1347, 631, 1599]
waiotahi-title: WAIOTAHI CREEK SCHOOL. — [350, 304, 451, 331]
visitors-title: THAMES VISITORS TO AUCKLAND — [653, 1399, 774, 1425]
british-title: British Hotel, — [347, 680, 454, 700]
agent-line: Agent for the New Zealand Insurance Co. — [332, 1009, 469, 1019]
rotated-ad-line: TE AROHA HOTEL, WAIHOU RIVER, THAMES VALLEY. EDWIN MISSEN, PROPRIETOR. — [420, 1026, 458, 1139]
ad-number: 2560 — [327, 135, 344, 145]
issue-date: October 1, 1881 — [1028, 6, 1106, 20]
imprint-date: SATURDAY, OCTOBER 1, 1881 — [976, 1328, 1077, 1338]
masonic-title: MASONIC HOTEL, — [357, 437, 444, 478]
prospectus-of: OF THE — [222, 65, 255, 76]
directory-category: Insurance Agents— — [944, 599, 1009, 609]
masonic-sub: COROMANDEL. — [367, 482, 434, 493]
agencies-title: —AGENCIES— — [995, 1183, 1058, 1194]
chronometer-left-label: PRACTICAL — [486, 113, 496, 167]
smith-verse-line: "Ignotus, dum animus est, spes est." — [793, 924, 901, 934]
holloway-illustration — [643, 579, 783, 679]
prospectus-capital: CAPITAL: £20,000, IN 20,000 SHARES OF £1 EACH. — [167, 103, 310, 122]
customs-forms-ad: CUSTOMS FORMS.—Wanted Known on SALE at the EVENING STAR OFFICE, Albert street, Grahamstown, INWARDS and OUTWARDS COASTWISE FORMS. — [327, 1601, 474, 1641]
smith-question: WHAT THE PERSONS WHO HAVE THEM IN USE SAY! — [486, 579, 631, 601]
chlorodyne-body: This invaluable Remedy produces quiet, refreshing sleep, relieves pain, calms the system, restores the deranged functions, and stimulates healthy action of the secretions of the body, without creating any of those unpleasant results attending the use of opium. Old and young may take it at all hours and times when requisite. Thousands of persons testify to its marvellous good effects and wonderful cures, while medical men extol its virtues most extensively. CHLORODYNE is admitted by the profession to be the most wonderful and valuable remedy ever discovered. CHLORODYNE is the best remedy known for Coughs, Consumption, Bronchitis, Asthma. CHLORODYNE effectually checks and arrests those too often fatal diseases—Diphtheria, Fever, Croup, Ague. CHLORODYNE acts like a charm in Diarrhoea, and is the only specific in Cholera and Dysentery. CHLORODYNE effectually cuts short all attacks of Epilepsy, Hysteria, Palpitations, and Spasms. CHLORODYNE is the only palliative in Neuralgia, Rheumatism, Gout, Cancer, Toothache, Meningitis, &c. — [643, 262, 932, 372]
lsmith-sub: (The only legally-qualified medical man advertising). — [803, 956, 923, 975]
directory-entries: FULLJAMES & SCOTT, Brown street. HANNAN & Co, Queen street. ROBERTSON & SON, Kuranui Creek. — [944, 123, 1109, 152]
directory-entries: GREGG, J, Pollen street, Central. — [944, 693, 1050, 702]
waihou-sub: TE AROHA. — [377, 886, 424, 897]
rowe-body: AUTHORISED AND MINING SURVEYOR, AND NATIVE LAND PURCHASE AGENT, ALBERT STREET (next Fraser Bros.), GRAHAMSTOWN. Note.—Mining Leases and Claims Surveyed and Plans prepared at reasonable charges with despatch. — [162, 1463, 315, 1533]
chlorodyne-sole: Sole Manufacturer—J. T. DAVENPORT, — [682, 507, 893, 522]
holloway-heading: Bronchitis, Diphtheria, Colds, Coughs, and all Derangements of the Throat and Chest. — [649, 682, 778, 715]
ad-number: 1226 — [614, 791, 631, 801]
